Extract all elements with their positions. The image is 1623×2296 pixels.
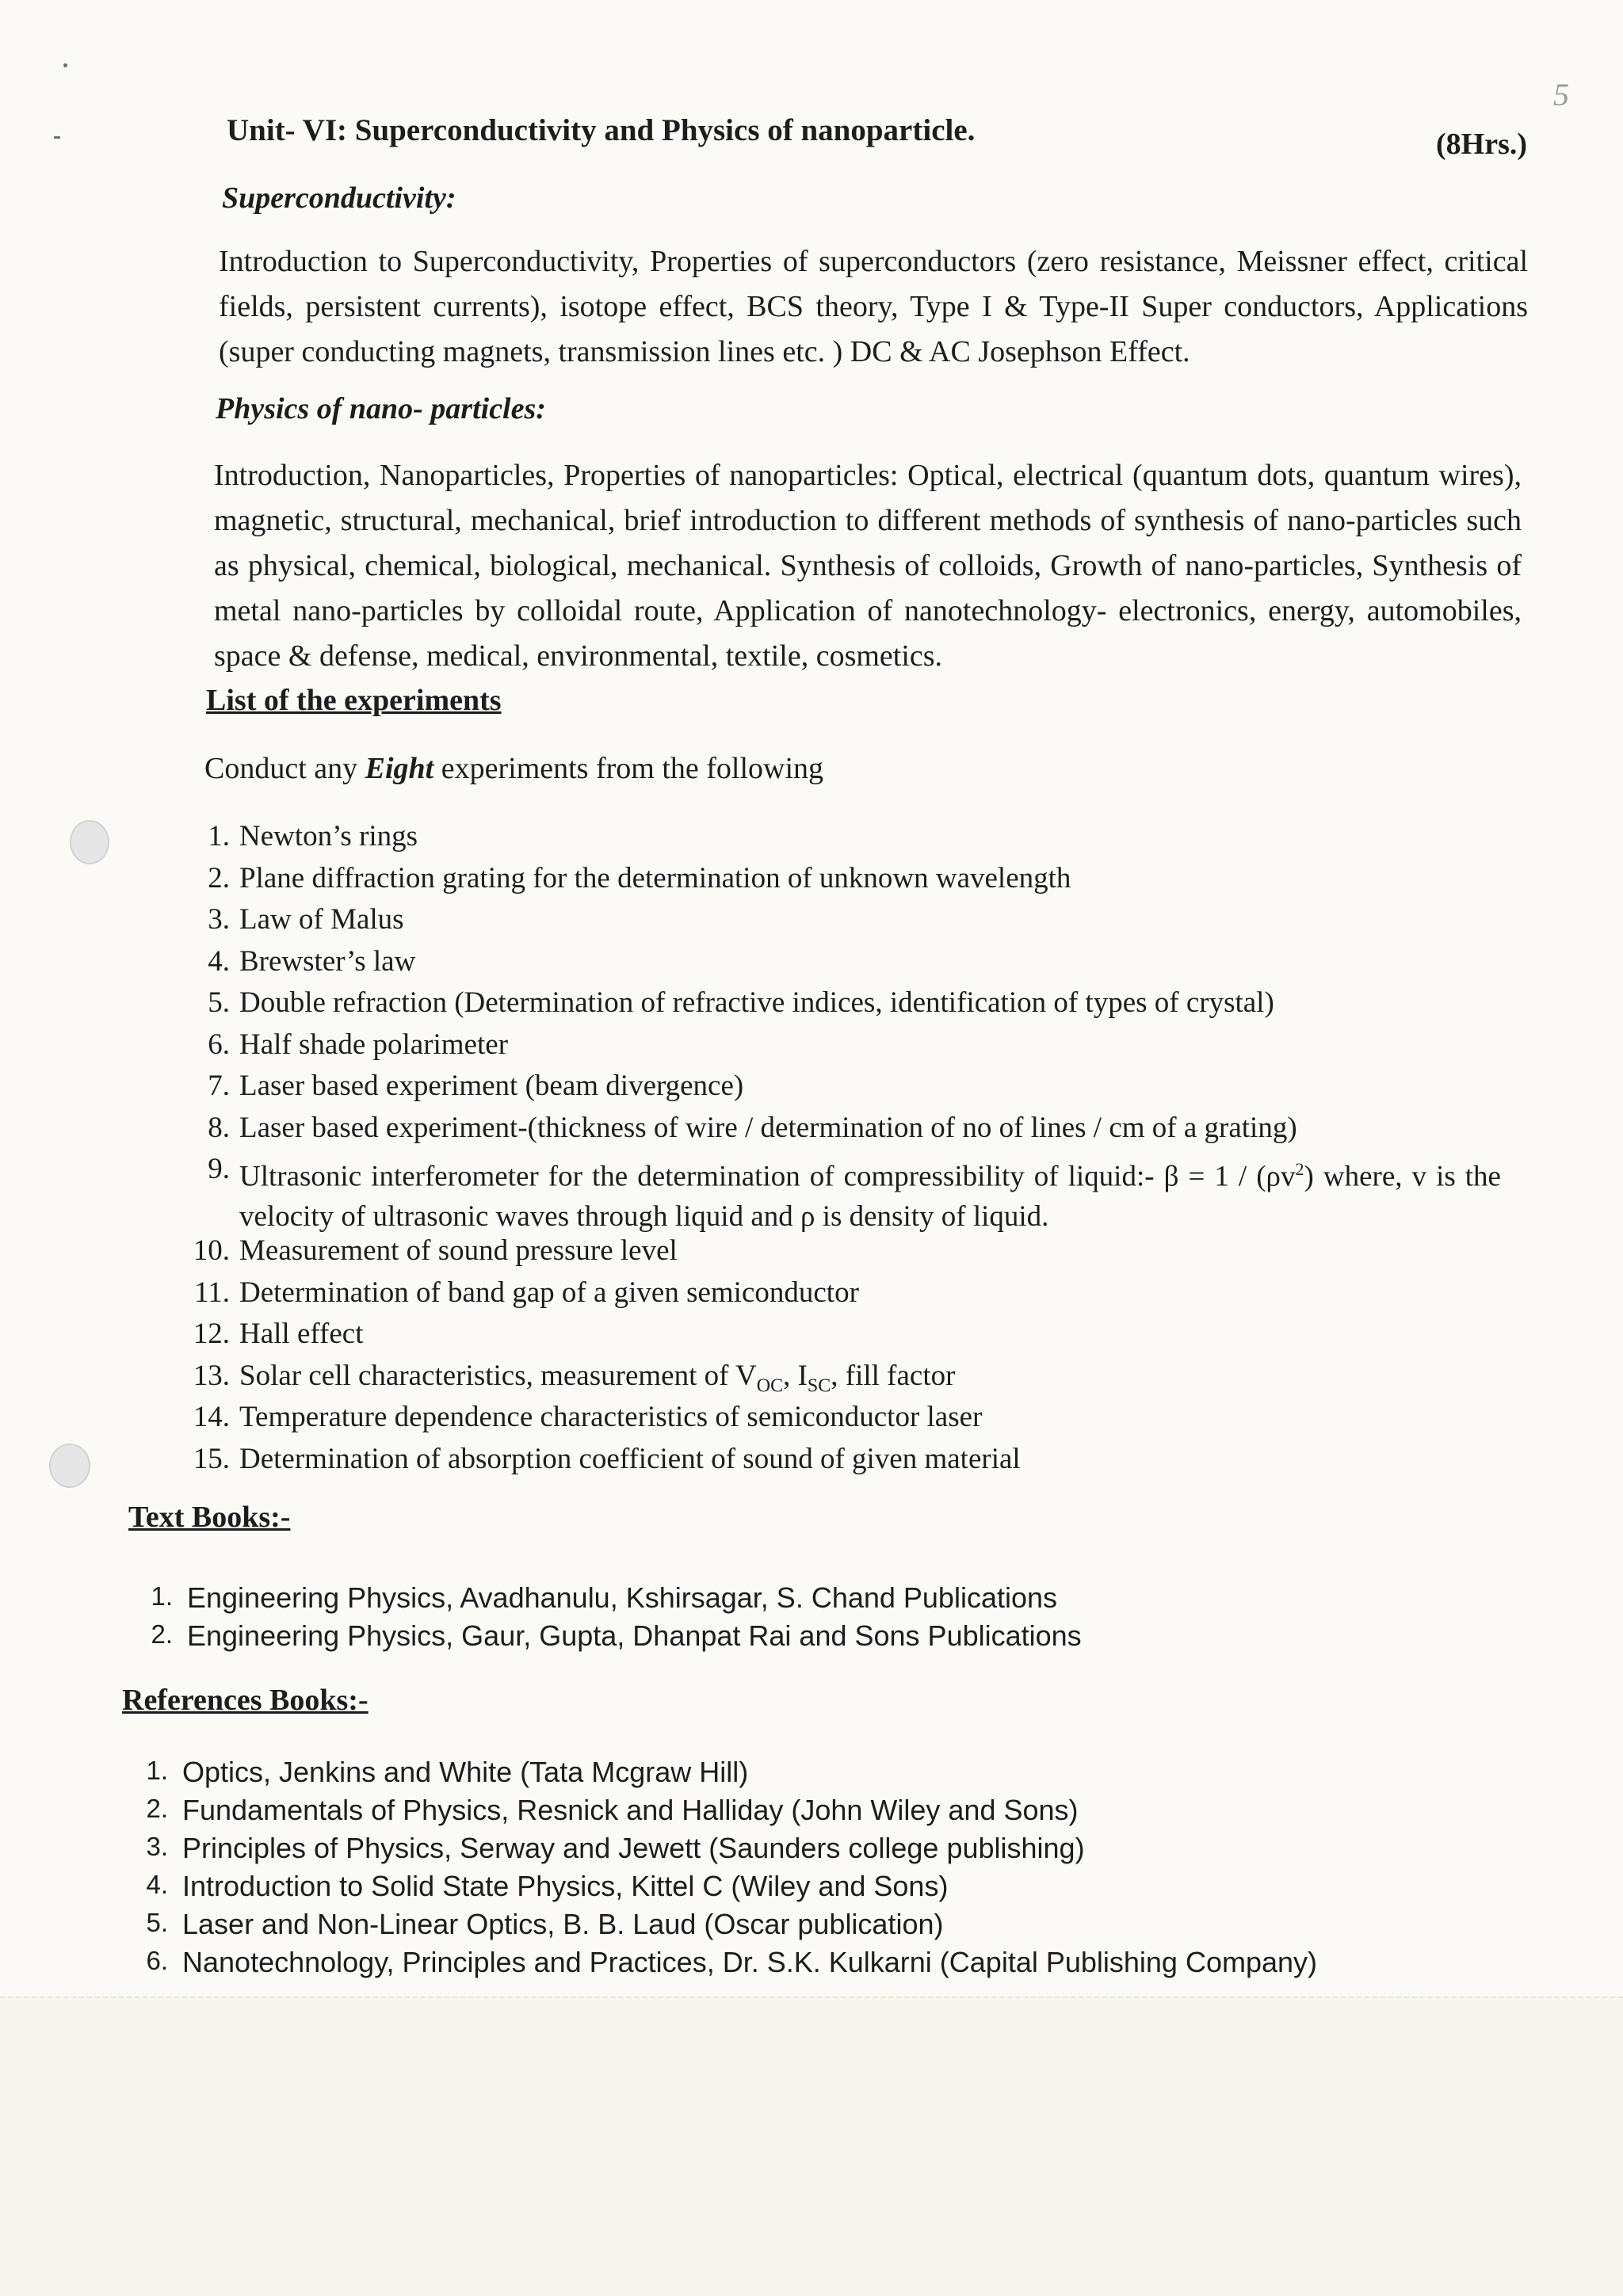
scan-footer-band (0, 1997, 1623, 2296)
list-item: 1. Optics, Jenkins and White (Tata Mcgraw Hill) (146, 1756, 749, 1788)
list-item: 4. Brewster’s law (208, 944, 416, 978)
margin-dot (54, 136, 60, 139)
reference-books-heading: References Books:- (122, 1684, 369, 1717)
list-item: 1. Newton’s rings (208, 820, 418, 852)
list-item: 5. Double refraction (Determination of refractive indices, identification of types of crystal) (208, 986, 1274, 1019)
list-item: 2. Plane diffraction grating for the determination of unknown wavelength (208, 861, 1071, 894)
list-item: 6. Nanotechnology, Principles and Practices, Dr. S.K. Kulkarni (Capital Publishing Company) (146, 1946, 1318, 1978)
list-item: 6. Half shade polarimeter (208, 1028, 509, 1061)
list-item: 5. Laser and Non-Linear Optics, B. B. Laud (Oscar publication) (146, 1908, 944, 1940)
list-item: 2. Fundamentals of Physics, Resnick and Halliday (John Wiley and Sons) (146, 1794, 1079, 1826)
punch-hole (70, 820, 109, 864)
unit-title: Unit- VI: Superconductivity and Physics of nanoparticle. (227, 113, 976, 147)
list-item: 10. Measurement of sound pressure level (193, 1234, 678, 1267)
reference-books-list (127, 1756, 1317, 1984)
superconductivity-heading: Superconductivity: (222, 181, 456, 215)
list-item: 4. Introduction to Solid State Physics, Kittel C (Wiley and Sons) (146, 1870, 949, 1902)
list-item: 3. Principles of Physics, Serway and Jewett (Saunders college publishing) (146, 1832, 1085, 1864)
list-item: 3. Law of Malus (208, 903, 404, 936)
list-item: 13. Solar cell characteristics, measurement of $V_{OC}$, $I_{SC}$, fill factor (193, 1359, 956, 1396)
list-item: 9. Ultrasonic interferometer for the determination of compressibility of liquid:- $\beta = 1 / (\rho v^2)$ where, v is the velocity of ultrasonic waves through liquid and ρ is density of liquid. (208, 1153, 1501, 1234)
list-item: 15. Determination of absorption coefficient of sound of given material (193, 1442, 1021, 1475)
list-item: 12. Hall effect (193, 1318, 364, 1350)
margin-dot (63, 63, 67, 67)
text-books-heading: Text Books:- (128, 1501, 291, 1534)
text-books-list (132, 1581, 1082, 1657)
experiments-list (185, 816, 1501, 1480)
instruction-emphasis: Eight (365, 752, 434, 785)
list-item: 8. Laser based experiment-(thickness of wire / determination of no of lines / cm of a grating) (208, 1111, 1297, 1144)
list-item: 2. Engineering Physics, Gaur, Gupta, Dhanpat Rai and Sons Publications (151, 1619, 1082, 1652)
list-item: 1. Engineering Physics, Avadhanulu, Kshirsagar, S. Chand Publications (151, 1581, 1058, 1614)
experiments-heading: List of the experiments (206, 684, 502, 717)
list-item: 14. Temperature dependence characteristics of semiconductor laser (193, 1401, 983, 1433)
experiments-instruction: Conduct any Eight experiments from the following (204, 752, 824, 785)
list-item: 11. Determination of band gap of a given semiconductor (194, 1276, 859, 1309)
list-item: 7. Laser based experiment (beam divergence) (208, 1070, 744, 1102)
page-number: 5 (1553, 77, 1569, 113)
punch-hole (49, 1444, 90, 1488)
superconductivity-paragraph: Introduction to Superconductivity, Properties of superconductors (zero resistance, Meissner effect, critical fields, persistent currents), isotope effect, BCS theory, Type I & Type-II Super conductors, Applications (super conducting magnets, transmission lines etc. ) DC & AC Josephson Effect. (219, 245, 1528, 368)
nanoparticles-heading: Physics of nano- particles: (216, 392, 546, 425)
nanoparticles-paragraph: Introduction, Nanoparticles, Properties of nanoparticles: Optical, electrical (quantum dots, quantum wires), magnetic, structural, mechanical, brief introduction to different methods of synthesis of nano-particles such as physical, chemical, biological, mechanical. Synthesis of colloids, Growth of nano-particles, Synthesis of metal nano-particles by colloidal route, Application of nanotechnology- electronics, energy, automobiles, space & defense, medical, environmental, textile, cosmetics. (214, 459, 1522, 673)
unit-hours: (8Hrs.) (1436, 128, 1528, 161)
